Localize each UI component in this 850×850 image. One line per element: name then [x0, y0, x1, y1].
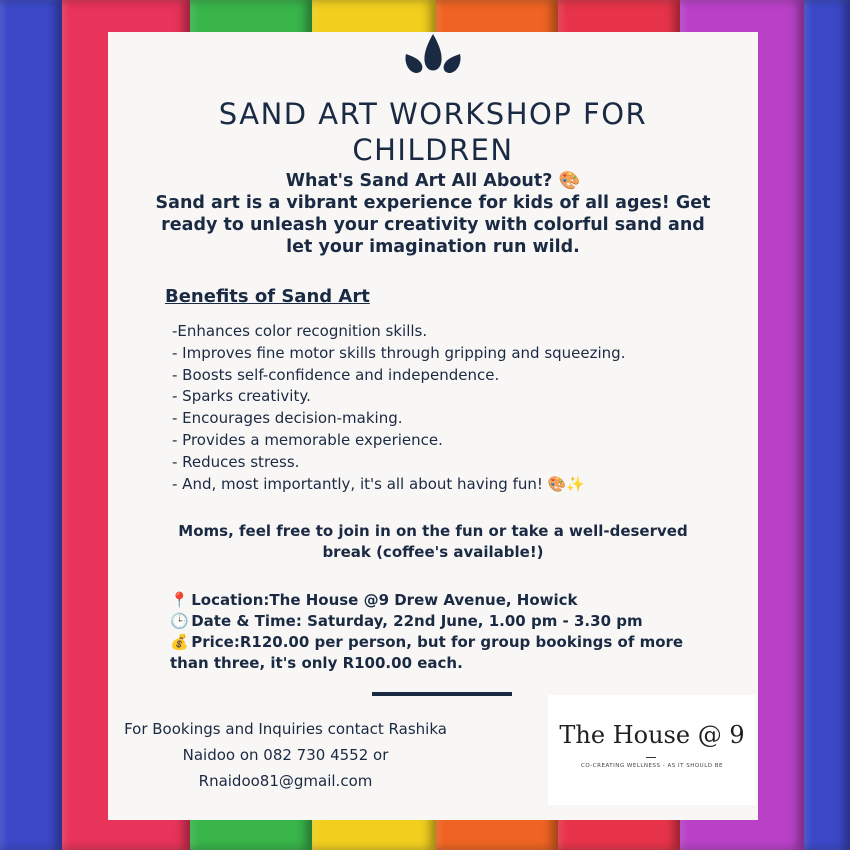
divider	[372, 692, 512, 696]
benefits-list	[172, 321, 625, 495]
flyer-card	[108, 32, 758, 820]
event-details	[170, 590, 683, 674]
contact-line-2: Naidoo on 082 730 4552 or	[182, 746, 389, 764]
intro-line-3: let your imagination run wild.	[286, 237, 580, 257]
title-line-1: SAND ART WORKSHOP FOR	[218, 97, 648, 131]
intro-heading: What's Sand Art All About? 🎨	[285, 171, 581, 191]
price-text: Price:R120.00 per person, but for group bookings of more	[191, 633, 684, 651]
brand-tagline: CO-CREATING WELLNESS - AS IT SHOULD BE	[581, 763, 723, 769]
benefit-item: - Boosts self-confidence and independence.	[172, 365, 500, 384]
benefit-item: -Enhances color recognition skills.	[172, 322, 428, 340]
datetime-text: Date & Time: Saturday, 22nd June, 1.00 pm - 3.30 pm	[191, 612, 643, 630]
brand-logo	[548, 695, 756, 805]
benefits-heading: Benefits of Sand Art	[165, 286, 370, 307]
contact-line-1: For Bookings and Inquiries contact Rashika	[124, 720, 447, 738]
benefit-item: - And, most importantly, it's all about having fun! 🎨✨	[172, 474, 586, 493]
location-text: Location:The House @9 Drew Avenue, Howick	[191, 591, 578, 609]
benefit-item: - Provides a memorable experience.	[172, 430, 443, 449]
workshop-title	[108, 96, 758, 168]
benefit-item: - Sparks creativity.	[172, 387, 311, 406]
clock-icon: 🕒	[170, 612, 189, 630]
money-bag-icon: 💰	[170, 633, 189, 651]
benefit-item: - Encourages decision-making.	[172, 409, 403, 428]
moms-note	[148, 521, 718, 563]
three-water-drops-icon	[402, 32, 464, 80]
contact-info	[113, 716, 458, 794]
brand-name: The House @ 9	[559, 721, 745, 749]
moms-line-2: break (coffee's available!)	[322, 543, 544, 561]
benefit-item: - Improves fine motor skills through gripping and squeezing.	[172, 343, 626, 362]
benefit-item: - Reduces stress.	[172, 452, 300, 471]
datetime-row	[170, 611, 683, 632]
plank-blue-right	[804, 0, 850, 850]
location-row	[170, 590, 683, 611]
logo-divider	[646, 757, 656, 758]
price-row	[170, 632, 683, 653]
plank-blue-left	[0, 0, 62, 850]
intro-section	[138, 170, 728, 258]
title-line-2: CHILDREN	[352, 133, 514, 167]
intro-line-2: ready to unleash your creativity with colorful sand and	[161, 215, 705, 235]
price-row-continued: than three, it's only R100.00 each.	[170, 654, 463, 672]
pin-icon: 📍	[170, 591, 189, 609]
intro-line-1: Sand art is a vibrant experience for kids of all ages! Get	[155, 193, 711, 213]
moms-line-1: Moms, feel free to join in on the fun or take a well-deserved	[178, 522, 688, 540]
contact-email[interactable]: Rnaidoo81@gmail.com	[198, 772, 373, 790]
